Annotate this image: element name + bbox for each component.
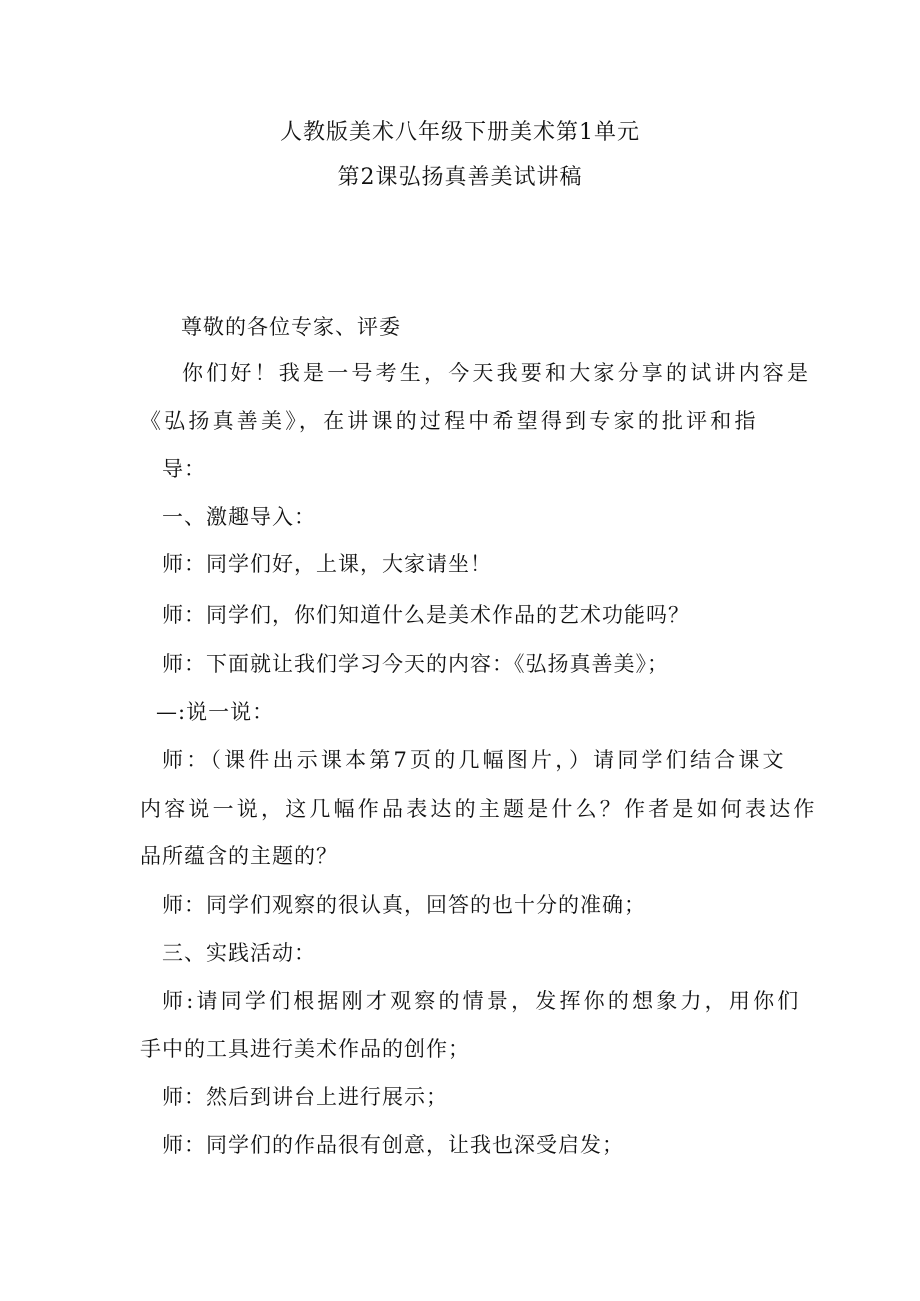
teacher-line-6-part-1: 师:请同学们根据刚才观察的情景，发挥你的想象力，用你们 — [162, 989, 802, 1013]
greeting-line: 尊敬的各位专家、评委 — [181, 315, 401, 339]
intro-line-2: 《弘扬真善美》，在讲课的过程中希望得到专家的批评和指 — [140, 409, 759, 433]
teacher-line-2: 师：同学们，你们知道什么是美术作品的艺术功能吗？ — [162, 603, 690, 627]
teacher-line-6-part-2: 手中的工具进行美术作品的创作； — [140, 1037, 470, 1061]
teacher-line-3: 师：下面就让我们学习今天的内容：《弘扬真善美》； — [162, 652, 669, 676]
teacher-line-8: 师：同学们的作品很有创意，让我也深受启发； — [162, 1133, 624, 1157]
document-title-line-1: 人教版美术八年级下册美术第1单元 — [280, 120, 640, 145]
teacher-line-7: 师：然后到讲台上进行展示； — [162, 1085, 448, 1109]
section-heading-1: 一、激趣导入： — [162, 505, 316, 529]
document-title-line-2: 第2课弘扬真善美试讲稿 — [337, 165, 583, 190]
intro-line-1: 你们好！我是一号考生，今天我要和大家分享的试讲内容是 — [182, 361, 812, 385]
teacher-line-4-part-3: 品所蕴含的主题的？ — [140, 844, 338, 868]
teacher-line-5: 师：同学们观察的很认真，回答的也十分的准确； — [162, 893, 646, 917]
intro-line-3: 导： — [162, 457, 206, 481]
section-heading-3: 三、实践活动： — [162, 941, 316, 965]
teacher-line-1: 师：同学们好，上课，大家请坐！ — [162, 552, 492, 576]
teacher-line-4-part-2: 内容说一说，这几幅作品表达的主题是什么？作者是如何表达作 — [140, 797, 818, 821]
teacher-line-4-part-1: 师：（课件出示课本第7页的几幅图片，）请同学们结合课文 — [162, 748, 787, 772]
section-heading-2: —:说一说： — [156, 700, 275, 724]
